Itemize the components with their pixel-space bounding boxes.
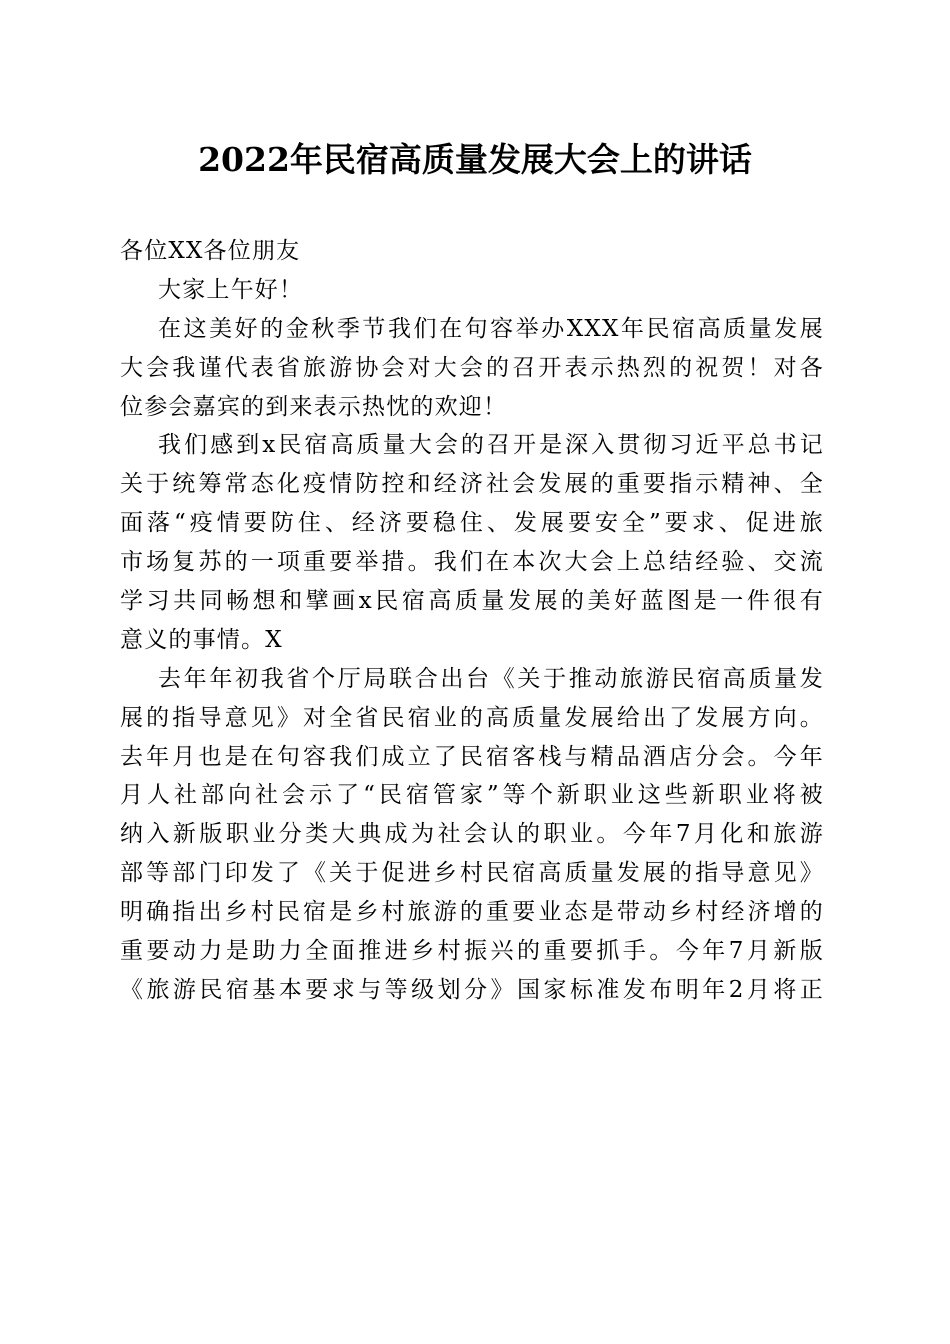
paragraph-3-line-2: 展的指导意见》对全省民宿业的高质量发展给出了发展方向。 [120, 704, 824, 731]
paragraph-2-line-3: 面落“疫情要防住、经济要稳住、发展要安全”要求、促进旅 [120, 510, 824, 537]
paragraph-2-line-1: 我们感到x民宿高质量大会的召开是深入贯彻习近平总书记 [158, 432, 824, 459]
paragraph-1-line-2: 大会我谨代表省旅游协会对大会的召开表示热烈的祝贺！对各 [120, 354, 824, 381]
paragraph-1-line-3: 位参会嘉宾的到来表示热忱的欢迎！ [120, 393, 508, 420]
paragraph-3-line-9: 《旅游民宿基本要求与等级划分》国家标准发布明年2月将正 [120, 976, 824, 1003]
paragraph-3-line-8: 重要动力是助力全面推进乡村振兴的重要抓手。今年7月新版 [120, 938, 824, 965]
document-body [120, 232, 824, 1010]
greeting-line: 大家上午好！ [158, 276, 304, 303]
paragraph-3-line-1: 去年年初我省个厅局联合出台《关于推动旅游民宿高质量发 [158, 665, 824, 692]
paragraph-1-line-1: 在这美好的金秋季节我们在句容举办XXX年民宿高质量发展 [158, 315, 824, 342]
paragraph-2-line-2: 关于统筹常态化疫情防控和经济社会发展的重要指示精神、全 [120, 471, 824, 498]
paragraph-3-line-6: 部等部门印发了《关于促进乡村民宿高质量发展的指导意见》 [120, 860, 824, 887]
paragraph-2-line-4: 市场复苏的一项重要举措。我们在本次大会上总结经验、交流 [120, 549, 824, 576]
paragraph-2-line-6: 意义的事情。X [120, 626, 283, 653]
paragraph-3-line-5: 纳入新版职业分类大典成为社会认的职业。今年7月化和旅游 [120, 821, 824, 848]
paragraph-3-line-3: 去年月也是在句容我们成立了民宿客栈与精品酒店分会。今年 [120, 743, 824, 770]
salutation-line: 各位XX各位朋友 [120, 238, 301, 264]
paragraph-2-line-5: 学习共同畅想和擘画x民宿高质量发展的美好蓝图是一件很有 [120, 588, 824, 615]
paragraph-3-line-7: 明确指出乡村民宿是乡村旅游的重要业态是带动乡村经济增的 [120, 899, 824, 926]
document-title: 2022年民宿高质量发展大会上的讲话 [198, 140, 752, 179]
paragraph-3-line-4: 月人社部向社会示了“民宿管家”等个新职业这些新职业将被 [120, 782, 824, 809]
